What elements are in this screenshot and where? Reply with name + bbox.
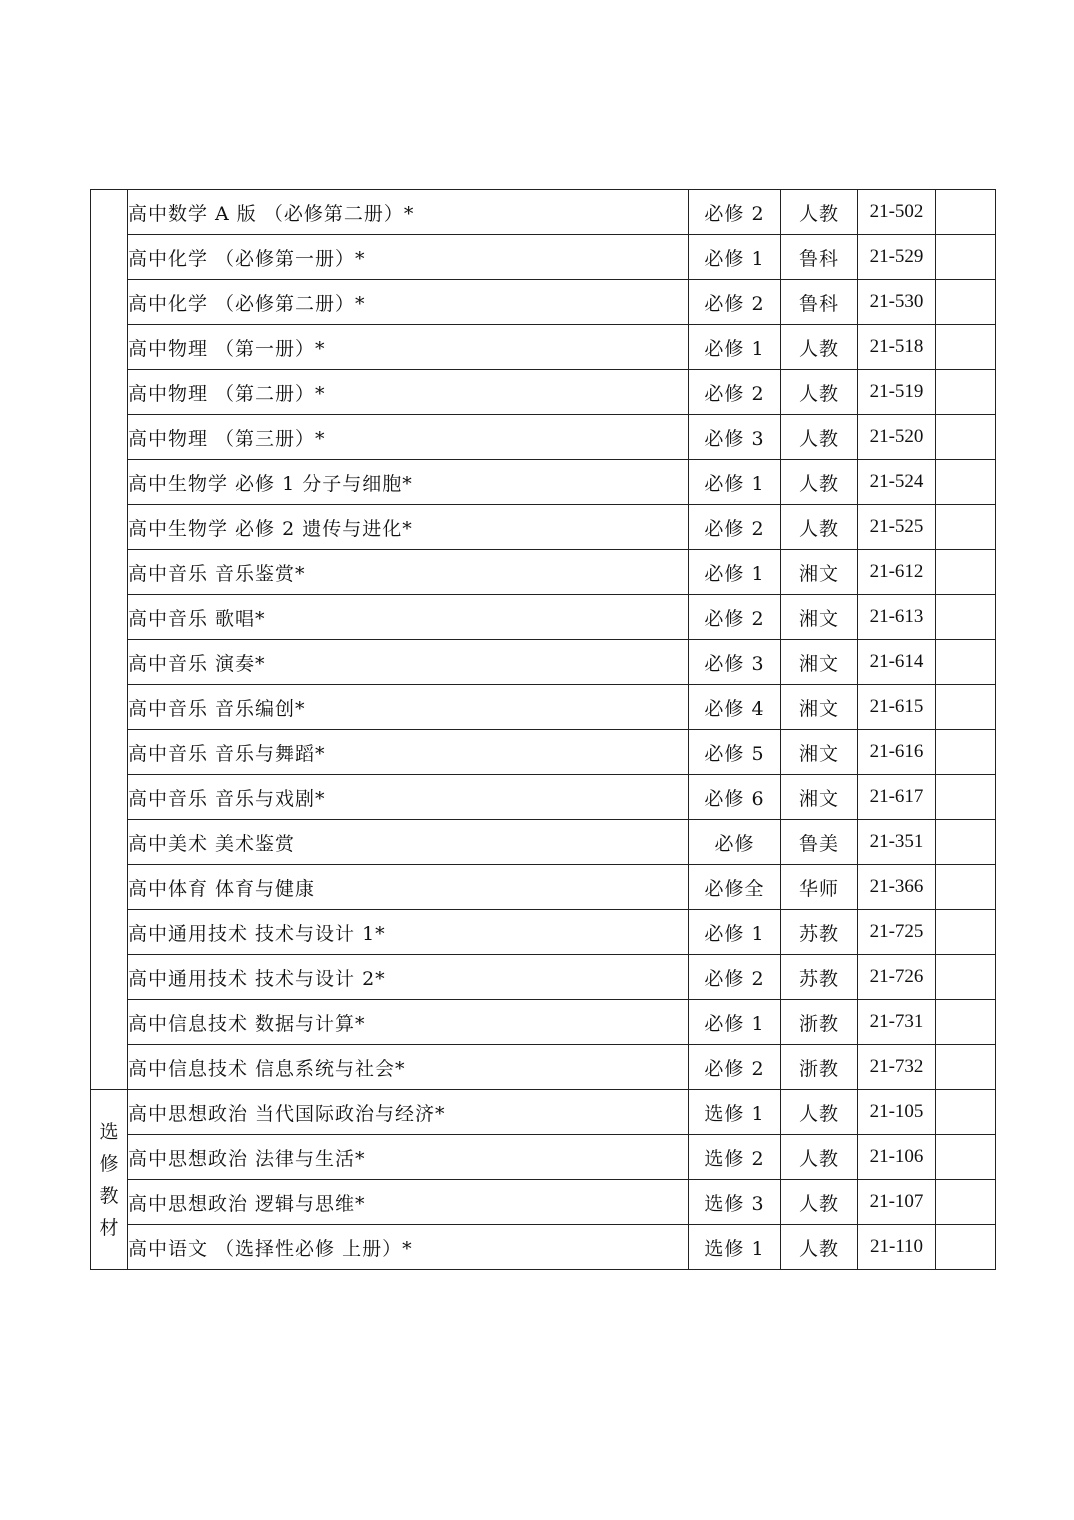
course-type: 必修 2	[689, 505, 781, 550]
course-type: 必修全	[689, 865, 781, 910]
textbook-title: 高中语文 （选择性必修 上册）*	[128, 1225, 689, 1270]
note-cell	[936, 1090, 996, 1135]
textbook-code: 21-731	[858, 1000, 936, 1045]
publisher: 人教	[781, 460, 858, 505]
note-cell	[936, 550, 996, 595]
publisher: 人教	[781, 415, 858, 460]
textbook-title: 高中通用技术 技术与设计 2*	[128, 955, 689, 1000]
publisher: 苏教	[781, 910, 858, 955]
note-cell	[936, 955, 996, 1000]
textbook-title: 高中信息技术 信息系统与社会*	[128, 1045, 689, 1090]
table-row	[91, 640, 996, 685]
table-row	[91, 1045, 996, 1090]
category-char: 材	[99, 1216, 119, 1239]
note-cell	[936, 640, 996, 685]
textbook-code: 21-732	[858, 1045, 936, 1090]
course-type: 必修 3	[689, 415, 781, 460]
note-cell	[936, 505, 996, 550]
note-cell	[936, 1180, 996, 1225]
note-cell	[936, 685, 996, 730]
textbook-code: 21-612	[858, 550, 936, 595]
publisher: 人教	[781, 370, 858, 415]
textbook-title: 高中思想政治 逻辑与思维*	[128, 1180, 689, 1225]
course-type: 必修 4	[689, 685, 781, 730]
publisher: 人教	[781, 1090, 858, 1135]
publisher: 湘文	[781, 775, 858, 820]
note-cell	[936, 730, 996, 775]
note-cell	[936, 595, 996, 640]
textbook-code: 21-615	[858, 685, 936, 730]
note-cell	[936, 910, 996, 955]
textbook-title: 高中化学 （必修第二册）*	[128, 280, 689, 325]
course-type: 必修	[689, 820, 781, 865]
textbook-title: 高中音乐 音乐与戏剧*	[128, 775, 689, 820]
textbook-code: 21-105	[858, 1090, 936, 1135]
table-row	[91, 955, 996, 1000]
course-type: 必修 2	[689, 1045, 781, 1090]
note-cell	[936, 325, 996, 370]
course-type: 必修 3	[689, 640, 781, 685]
note-cell	[936, 820, 996, 865]
course-type: 必修 1	[689, 1000, 781, 1045]
publisher: 人教	[781, 505, 858, 550]
table-row	[91, 370, 996, 415]
category-cell-compulsory	[91, 190, 128, 1090]
publisher: 湘文	[781, 595, 858, 640]
publisher: 浙教	[781, 1000, 858, 1045]
table-row	[91, 1225, 996, 1270]
textbook-title: 高中信息技术 数据与计算*	[128, 1000, 689, 1045]
course-type: 选修 1	[689, 1090, 781, 1135]
textbook-title: 高中音乐 演奏*	[128, 640, 689, 685]
publisher: 鲁科	[781, 235, 858, 280]
table-row	[91, 1135, 996, 1180]
note-cell	[936, 865, 996, 910]
course-type: 必修 2	[689, 595, 781, 640]
textbook-table	[90, 189, 996, 1270]
note-cell	[936, 1000, 996, 1045]
textbook-code: 21-617	[858, 775, 936, 820]
textbook-title: 高中体育 体育与健康	[128, 865, 689, 910]
category-char: 教	[99, 1184, 119, 1207]
table-row	[91, 775, 996, 820]
table-row	[91, 910, 996, 955]
table-row	[91, 550, 996, 595]
textbook-code: 21-726	[858, 955, 936, 1000]
textbook-code: 21-110	[858, 1225, 936, 1270]
textbook-code: 21-106	[858, 1135, 936, 1180]
note-cell	[936, 1225, 996, 1270]
textbook-title: 高中音乐 音乐编创*	[128, 685, 689, 730]
course-type: 必修 2	[689, 955, 781, 1000]
textbook-code: 21-366	[858, 865, 936, 910]
textbook-code: 21-614	[858, 640, 936, 685]
table-row	[91, 1000, 996, 1045]
table-row	[91, 1090, 996, 1135]
note-cell	[936, 370, 996, 415]
category-char: 选	[99, 1120, 119, 1143]
publisher: 鲁科	[781, 280, 858, 325]
publisher: 苏教	[781, 955, 858, 1000]
publisher: 人教	[781, 1135, 858, 1180]
table-row	[91, 280, 996, 325]
textbook-title: 高中美术 美术鉴赏	[128, 820, 689, 865]
table-row	[91, 460, 996, 505]
category-label-elective	[91, 1116, 127, 1244]
publisher: 浙教	[781, 1045, 858, 1090]
textbook-title: 高中物理 （第二册）*	[128, 370, 689, 415]
course-type: 必修 6	[689, 775, 781, 820]
textbook-title: 高中物理 （第三册）*	[128, 415, 689, 460]
publisher: 人教	[781, 325, 858, 370]
textbook-title: 高中思想政治 法律与生活*	[128, 1135, 689, 1180]
textbook-title: 高中化学 （必修第一册）*	[128, 235, 689, 280]
table-row	[91, 235, 996, 280]
textbook-title: 高中思想政治 当代国际政治与经济*	[128, 1090, 689, 1135]
course-type: 必修 2	[689, 370, 781, 415]
publisher: 人教	[781, 1225, 858, 1270]
table-row	[91, 415, 996, 460]
table-row	[91, 325, 996, 370]
course-type: 必修 1	[689, 550, 781, 595]
publisher: 华师	[781, 865, 858, 910]
category-cell-elective	[91, 1090, 128, 1270]
textbook-title: 高中生物学 必修 2 遗传与进化*	[128, 505, 689, 550]
publisher: 人教	[781, 1180, 858, 1225]
textbook-title: 高中数学 A 版 （必修第二册）*	[128, 190, 689, 235]
textbook-code: 21-524	[858, 460, 936, 505]
textbook-code: 21-616	[858, 730, 936, 775]
publisher: 鲁美	[781, 820, 858, 865]
course-type: 选修 2	[689, 1135, 781, 1180]
publisher: 湘文	[781, 640, 858, 685]
textbook-code: 21-529	[858, 235, 936, 280]
publisher: 湘文	[781, 685, 858, 730]
table-row	[91, 730, 996, 775]
note-cell	[936, 190, 996, 235]
course-type: 必修 2	[689, 280, 781, 325]
publisher: 湘文	[781, 730, 858, 775]
table-row	[91, 505, 996, 550]
textbook-code: 21-518	[858, 325, 936, 370]
category-char: 修	[99, 1152, 119, 1175]
textbook-code: 21-530	[858, 280, 936, 325]
course-type: 必修 1	[689, 460, 781, 505]
textbook-code: 21-525	[858, 505, 936, 550]
textbook-code: 21-613	[858, 595, 936, 640]
table-row	[91, 595, 996, 640]
table-row	[91, 1180, 996, 1225]
textbook-code: 21-519	[858, 370, 936, 415]
note-cell	[936, 235, 996, 280]
textbook-title: 高中音乐 歌唱*	[128, 595, 689, 640]
note-cell	[936, 1135, 996, 1180]
table-row	[91, 190, 996, 235]
table-row	[91, 865, 996, 910]
textbook-code: 21-502	[858, 190, 936, 235]
textbook-title: 高中音乐 音乐鉴赏*	[128, 550, 689, 595]
note-cell	[936, 280, 996, 325]
textbook-table-body	[91, 190, 996, 1270]
course-type: 必修 5	[689, 730, 781, 775]
textbook-title: 高中音乐 音乐与舞蹈*	[128, 730, 689, 775]
publisher: 人教	[781, 190, 858, 235]
textbook-code: 21-351	[858, 820, 936, 865]
publisher: 湘文	[781, 550, 858, 595]
textbook-title: 高中生物学 必修 1 分子与细胞*	[128, 460, 689, 505]
textbook-code: 21-107	[858, 1180, 936, 1225]
textbook-code: 21-725	[858, 910, 936, 955]
course-type: 必修 1	[689, 235, 781, 280]
table-row	[91, 820, 996, 865]
note-cell	[936, 460, 996, 505]
textbook-title: 高中通用技术 技术与设计 1*	[128, 910, 689, 955]
textbook-code: 21-520	[858, 415, 936, 460]
course-type: 必修 2	[689, 190, 781, 235]
note-cell	[936, 415, 996, 460]
course-type: 选修 3	[689, 1180, 781, 1225]
note-cell	[936, 775, 996, 820]
textbook-title: 高中物理 （第一册）*	[128, 325, 689, 370]
table-row	[91, 685, 996, 730]
note-cell	[936, 1045, 996, 1090]
course-type: 必修 1	[689, 910, 781, 955]
course-type: 选修 1	[689, 1225, 781, 1270]
course-type: 必修 1	[689, 325, 781, 370]
